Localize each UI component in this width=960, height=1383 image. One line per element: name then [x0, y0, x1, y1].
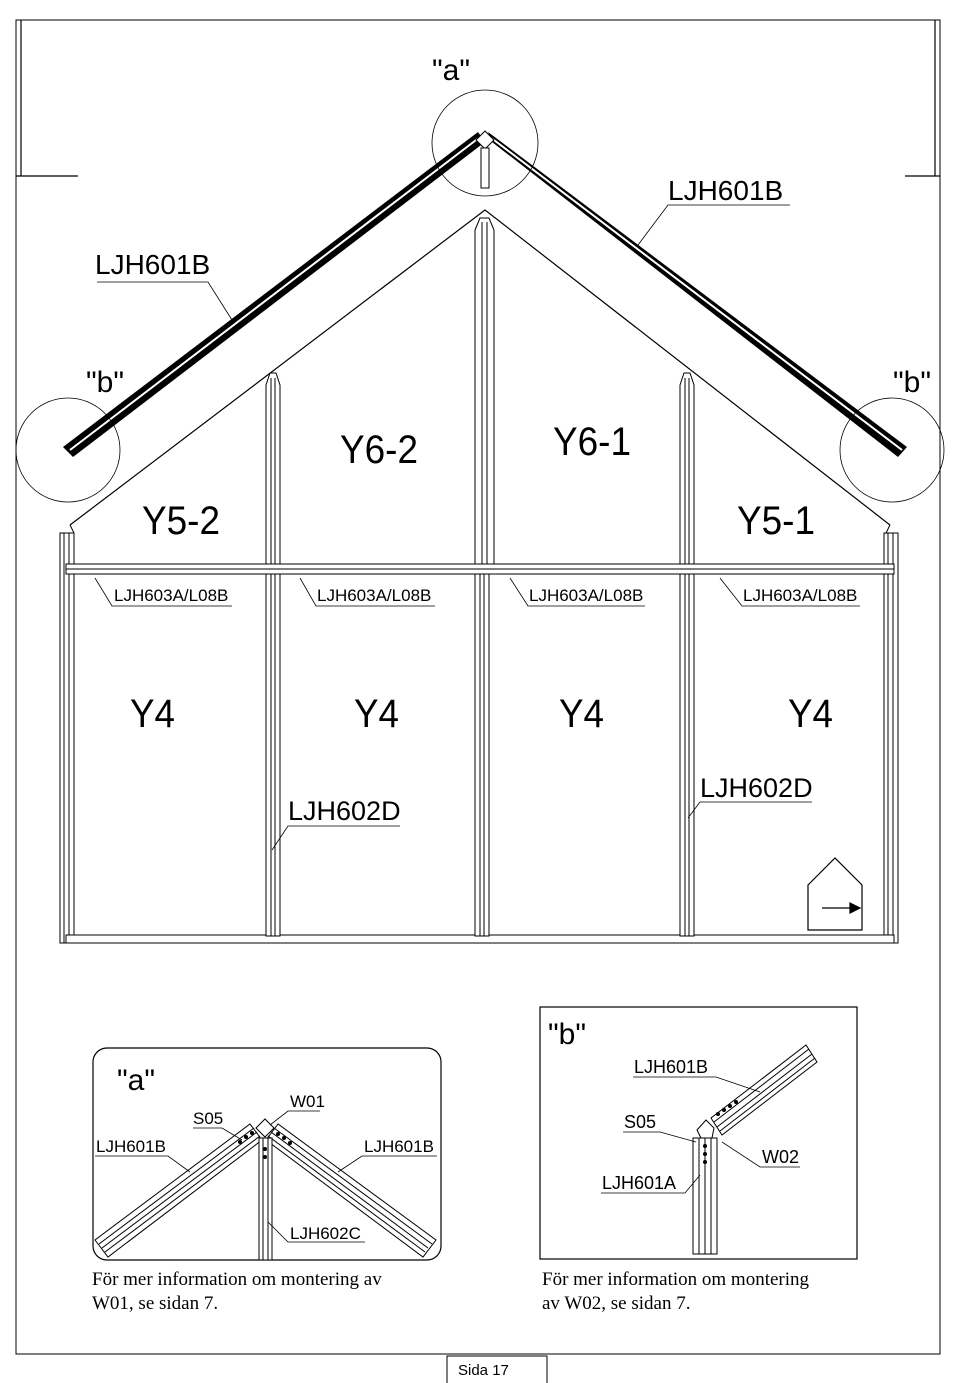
wall-panel-label: Y4: [130, 692, 175, 736]
detail-a-right-part-label: LJH601B: [364, 1137, 434, 1156]
gable-panel-label: Y5-1: [737, 499, 815, 543]
detail-a-screw-label: S05: [193, 1109, 224, 1128]
detail-b-screw-label: S05: [624, 1112, 657, 1132]
roof-right-part-label: LJH601B: [668, 175, 784, 206]
detail-b-title: "b": [548, 1018, 586, 1051]
detail-b-fitting-label: W02: [762, 1147, 800, 1167]
detail-a-fitting-label: W01: [290, 1092, 325, 1111]
post-left-part-label: LJH602D: [288, 796, 401, 826]
page-number: Sida 17: [458, 1362, 509, 1379]
beam-part-label: LJH603A/L08B: [114, 586, 229, 605]
gable-center-post: [475, 218, 494, 565]
ridge-joint: [476, 131, 494, 188]
detail-b-caption-line1: För mer information om montering: [542, 1269, 810, 1290]
wall-posts: [266, 574, 694, 936]
top-frame-lines: [16, 20, 940, 176]
wall-panel-label: Y4: [788, 692, 833, 736]
gable-panel-label: Y6-1: [553, 420, 631, 464]
gable-panel-label: Y6-2: [340, 428, 418, 472]
orientation-symbol-icon: [808, 858, 862, 930]
callout-label-b-left: "b": [86, 366, 124, 399]
callout-label-b-right: "b": [893, 366, 931, 399]
detail-b-caption-line2: av W02, se sidan 7.: [542, 1293, 691, 1314]
detail-a-caption: [92, 1268, 452, 1316]
detail-a-caption-line2: W01, se sidan 7.: [92, 1293, 219, 1314]
detail-b-top-part-label: LJH601B: [634, 1057, 709, 1077]
wall-panel-label: Y4: [354, 692, 399, 736]
callout-label-a: "a": [432, 54, 470, 87]
corner-post-left: [60, 525, 74, 943]
wall-panel-label: Y4: [559, 692, 604, 736]
corner-post-right: [884, 525, 898, 943]
detail-a-post-part-label: LJH602C: [290, 1224, 361, 1243]
beam-part-label: LJH603A/L08B: [317, 586, 432, 605]
roof-left-part-label: LJH601B: [95, 249, 211, 280]
detail-b-post-part-label: LJH601A: [602, 1173, 677, 1193]
gable-panel-label: Y5-2: [142, 499, 220, 543]
detail-a-left-part-label: LJH601B: [96, 1137, 166, 1156]
beam-part-label: LJH603A/L08B: [743, 586, 858, 605]
detail-a-caption-line1: För mer information om montering av: [92, 1269, 382, 1290]
detail-a-title: "a": [117, 1064, 155, 1097]
eave-beam: [66, 564, 894, 574]
beam-part-label: LJH603A/L08B: [529, 586, 644, 605]
post-right-part-label: LJH602D: [700, 773, 813, 803]
detail-b-caption: [542, 1268, 902, 1316]
